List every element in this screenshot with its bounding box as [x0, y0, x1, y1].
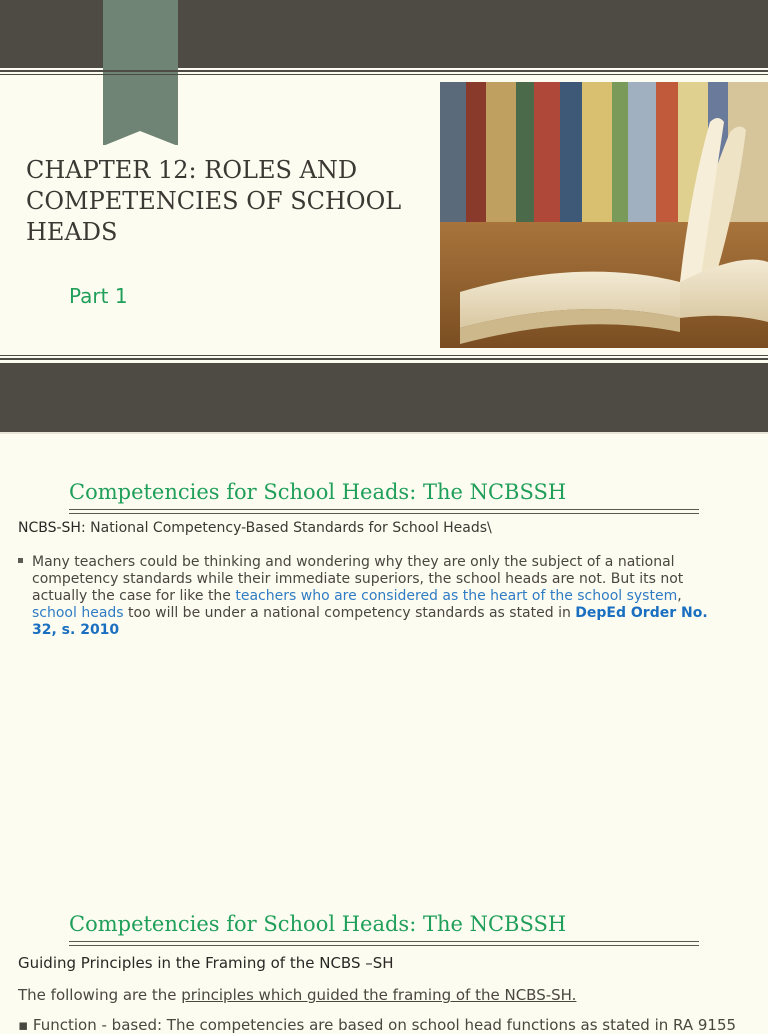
title-rest: ROLES AND COMPETENCIES OF SCHOOL HEADS: [26, 156, 402, 246]
bullet-text-2: ,: [677, 588, 682, 604]
bookmark-ribbon: [103, 0, 178, 145]
ribbon-notch: [103, 131, 178, 146]
ncbssh-heading-2: Competencies for School Heads: The NCBSSH: [69, 912, 567, 936]
highlight-teachers: teachers who are considered as the heart of the school system: [235, 588, 678, 604]
bullet-text-1: Many teachers could be thinking and wondering why they are only the subject of a national competency standards while their immediate superiors, the school heads are not. But its not actually the case for like the: [32, 554, 684, 604]
bottom-rule-thin: [0, 355, 768, 356]
heading-rule-3: [69, 941, 699, 942]
principles-link: principles which guided the framing of the NCBS-SH.: [181, 986, 577, 1004]
heading-rule-2: [69, 513, 699, 514]
guiding-principles-title: Guiding Principles in the Framing of the NCBS –SH: [18, 954, 394, 972]
open-book-photo: [440, 82, 768, 348]
bullet-item: [18, 554, 730, 639]
ncbs-text: National Competency-Based Standards for School Heads\: [85, 520, 492, 536]
bullet-square-icon: [18, 558, 23, 563]
following-text: [18, 986, 576, 1004]
bullet-text-3: too will be under a national competency standards as stated in: [123, 605, 576, 621]
ncbs-definition: [18, 520, 492, 536]
cut-off-line: ▪ Function - based: The competencies are based on school head functions as stated in RA 9155: [18, 1016, 737, 1034]
title-lead: CHAPTER 12:: [26, 156, 197, 184]
top-rule: [0, 70, 768, 72]
heading-rule: [69, 509, 699, 510]
slide-subtitle: Part 1: [69, 284, 128, 308]
ncbssh-heading: Competencies for School Heads: The NCBSSH: [69, 480, 567, 504]
following-lead: The following are the: [18, 986, 182, 1004]
slide-title: [26, 155, 436, 248]
ncbs-label: NCBS-SH:: [18, 520, 86, 536]
deped-order-ref: DepEd Order No. 32, s. 2010: [32, 605, 708, 638]
bottom-rule: [0, 358, 768, 360]
highlight-school-heads: school heads: [32, 605, 124, 621]
heading-rule-4: [69, 945, 699, 946]
title-slide: [0, 0, 768, 432]
bottom-band: [0, 363, 768, 432]
top-rule-thin: [0, 74, 768, 75]
